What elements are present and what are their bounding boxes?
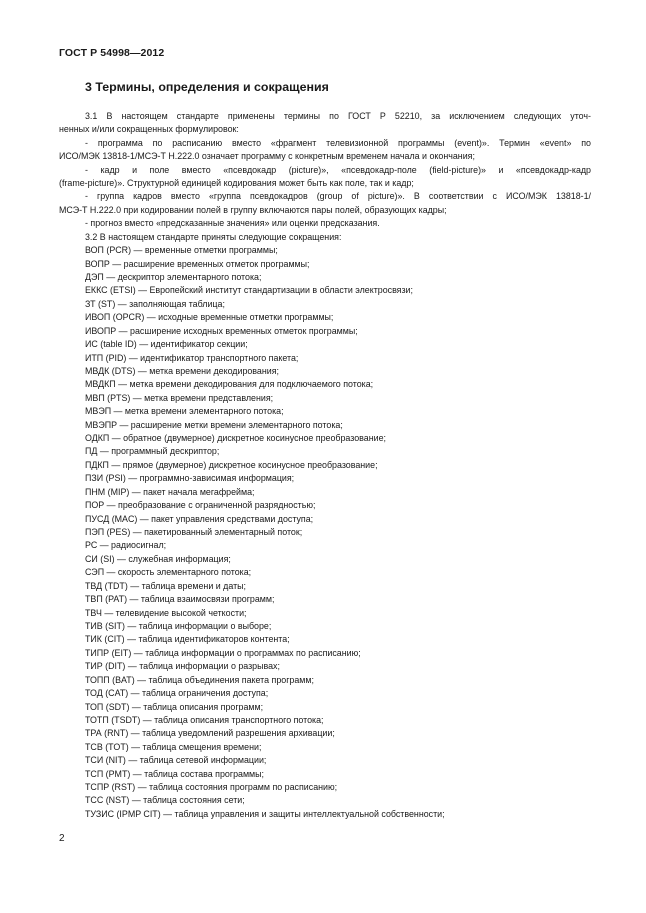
text-line: ТВЧ — телевидение высокой четкости; bbox=[85, 607, 247, 618]
document-code: ГОСТ Р 54998—2012 bbox=[59, 47, 165, 59]
text-line: ТОПП (BAT) — таблица объединения пакета программ; bbox=[85, 674, 314, 685]
text-line: ТИР (DIT) — таблица информации о разрывах; bbox=[85, 661, 280, 672]
text-line: ТСВ (TOT) — таблица смещения времени; bbox=[85, 741, 262, 752]
text-line: ТИК (CIT) — таблица идентификаторов контента; bbox=[85, 634, 290, 645]
text-line: - группа кадров вместо «группа псевдокадров (group of picture)». В соответствии с ИСО/МЭК 13818-1/ bbox=[85, 191, 591, 202]
text-line: - кадр и поле вместо «псевдокадр (picture)», «псевдокадр-поле (field-picture)» и «псевдокадр-кадр bbox=[85, 164, 591, 175]
text-line: ВОПР — расширение временных отметок программы; bbox=[85, 258, 310, 269]
text-line: ПЭП (PES) — пакетированный элементарный поток; bbox=[85, 527, 303, 538]
text-line: ненных и/или сокращенных формулировок: bbox=[59, 124, 239, 135]
text-line: МВП (PTS) — метка времени представления; bbox=[85, 392, 274, 403]
text-line: ТСП (PMT) — таблица состава программы; bbox=[85, 768, 264, 779]
text-line: МВДК (DTS) — метка времени декодирования; bbox=[85, 365, 279, 376]
section-title: 3 Термины, определения и сокращения bbox=[85, 80, 329, 94]
text-line: СЭП — скорость элементарного потока; bbox=[85, 567, 252, 578]
text-line: ПНМ (MIP) — пакет начала мегафрейма; bbox=[85, 486, 255, 497]
text-line: ВОП (PCR) — временные отметки программы; bbox=[85, 245, 278, 256]
text-line: ТУЗИС (IPMP CIT) — таблица управления и защиты интеллектуальной собственности; bbox=[85, 808, 445, 819]
text-line: 3.1 В настоящем стандарте применены термины по ГОСТ Р 52210, за исключением следующих уточ- bbox=[85, 111, 591, 121]
text-line: ПУСД (MAC) — пакет управления средствами доступа; bbox=[85, 513, 314, 524]
text-line: ПЗИ (PSI) — программно-зависимая информация; bbox=[85, 473, 295, 484]
text-line: ОДКП — обратное (двумерное) дискретное косинусное преобразование; bbox=[85, 433, 386, 444]
text-line: МВЭП — метка времени элементарного потока; bbox=[85, 406, 284, 417]
text-line: МВЭПР — расширение метки времени элементарного потока; bbox=[85, 419, 343, 430]
text-line: СИ (SI) — служебная информация; bbox=[85, 553, 231, 564]
text-line: ЕККС (ETSI) — Европейский институт стандартизации в области электросвязи; bbox=[85, 285, 413, 296]
text-line: ТИПР (EIT) — таблица информации о программах по расписанию; bbox=[85, 647, 361, 658]
text-line: (frame-picture)». Структурной единицей кодирования может быть как поле, так и кадр; bbox=[59, 178, 414, 189]
text-line: ТИВ (SIT) — таблица информации о выборе; bbox=[85, 620, 272, 631]
text-line: ТСИ (NIT) — таблица сетевой информации; bbox=[85, 755, 267, 766]
page-number: 2 bbox=[59, 833, 65, 844]
text-line: ДЭП — дескриптор элементарного потока; bbox=[85, 272, 262, 282]
text-line: ПД — программный дескриптор; bbox=[85, 446, 220, 457]
text-line: ИВОПР — расширение исходных временных отметок программы; bbox=[85, 325, 358, 336]
text-line: ТОП (SDT) — таблица описания программ; bbox=[85, 701, 264, 712]
text-line: ТВД (TDT) — таблица времени и даты; bbox=[85, 580, 246, 591]
text-line: ТОД (CAT) — таблица ограничения доступа; bbox=[85, 688, 269, 699]
text-line: ТОТП (TSDT) — таблица описания транспортного потока; bbox=[85, 714, 324, 725]
text-line: ЗТ (ST) — заполняющая таблица; bbox=[85, 298, 225, 309]
text-line: ТСПР (RST) — таблица состояния программ по расписанию; bbox=[85, 782, 338, 793]
text-line: ИВОП (OPCR) — исходные временные отметки программы; bbox=[85, 312, 334, 323]
text-line: ПДКП — прямое (двумерное) дискретное косинусное преобразование; bbox=[85, 459, 378, 470]
text-line: - программа по расписанию вместо «фрагмент телевизионной программы (event)». Термин «event» по bbox=[85, 137, 591, 148]
text-line: - прогноз вместо «предсказанные значения» или оценки предсказания. bbox=[85, 218, 380, 229]
text-line: 3.2 В настоящем стандарте приняты следующие сокращения: bbox=[85, 231, 342, 242]
body-text bbox=[59, 110, 591, 821]
text-line: ИС (table ID) — идентификатор секции; bbox=[85, 339, 248, 350]
text-line: РС — радиосигнал; bbox=[85, 540, 167, 551]
text-line: ПОР — преобразование с ограниченной разрядностью; bbox=[85, 500, 316, 511]
text-line: ТВП (PAT) — таблица взаимосвязи программ; bbox=[85, 594, 275, 605]
text-line: ТРА (RNT) — таблица уведомлений разрешения архивации; bbox=[85, 728, 335, 739]
text-line: МВДКП — метка времени декодирования для подключаемого потока; bbox=[85, 379, 374, 390]
text-line: ТСС (NST) — таблица состояния сети; bbox=[85, 795, 245, 806]
text-line: ИТП (PID) — идентификатор транспортного пакета; bbox=[85, 352, 299, 363]
text-line: ИСО/МЭК 13818-1/МСЭ-Т Н.222.0 означает программу с конкретным временем начала и окончания; bbox=[59, 151, 475, 162]
text-line: МСЭ-Т Н.222.0 при кодировании полей в группу включаются пары полей, образующих кадры; bbox=[59, 204, 447, 215]
